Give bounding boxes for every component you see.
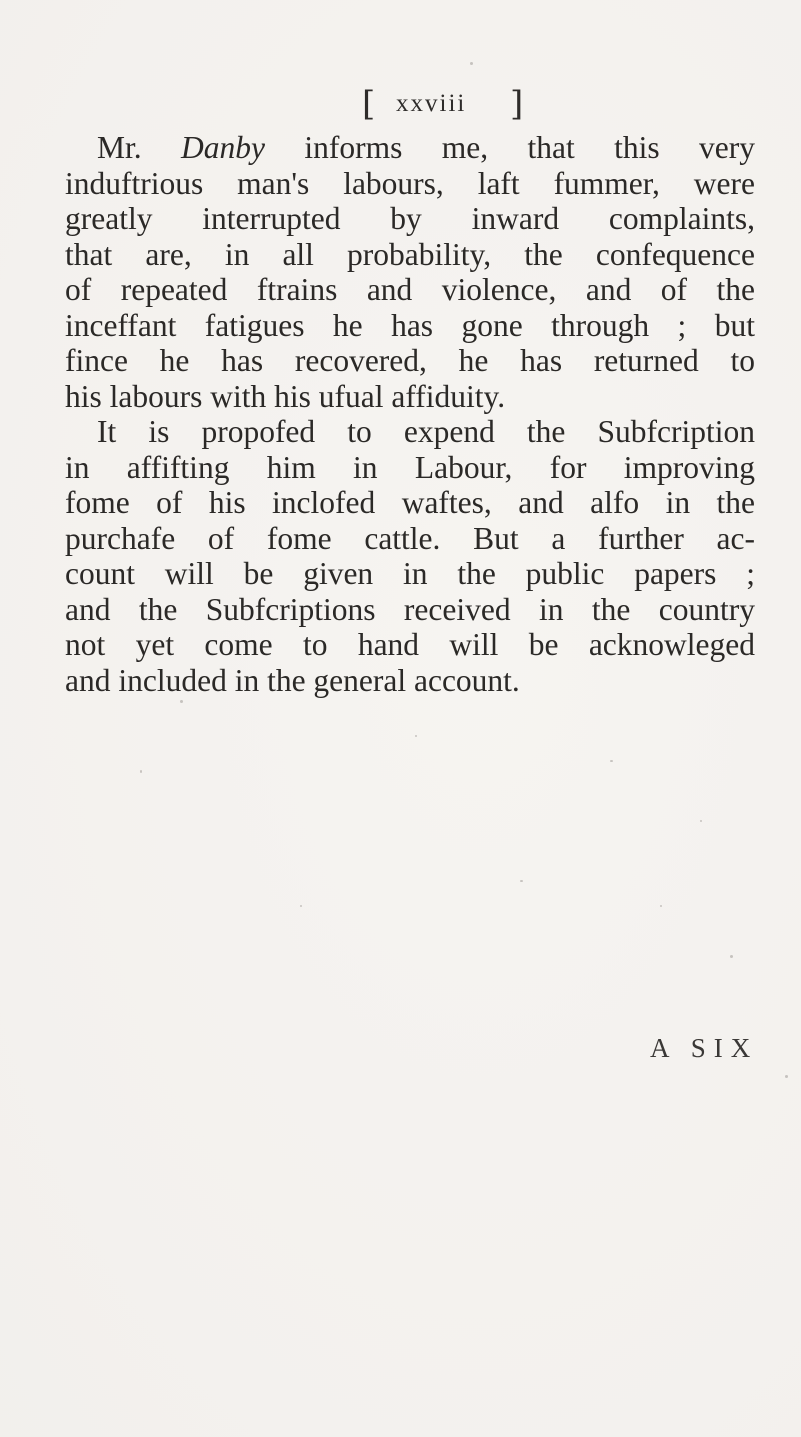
paragraph-1-line: that are, in all probability, the confequence <box>65 236 755 272</box>
paper-speck <box>180 700 183 703</box>
mr-prefix: Mr. <box>97 130 182 165</box>
paragraph-2-line: fome of his inclofed waftes, and alfo in the <box>65 485 755 520</box>
paper-speck <box>785 1075 788 1078</box>
paper-speck <box>730 955 733 958</box>
paper-speck <box>300 905 302 907</box>
paragraph-2-line: and included in the general account. <box>65 662 520 698</box>
paragraph-1-line: greatly interrupted by inward complaints, <box>65 201 755 236</box>
paragraph-2-line: not yet come to hand will be acknowleged <box>65 627 755 662</box>
catchword: A SIX <box>650 1033 759 1063</box>
left-bracket: [ <box>362 84 378 124</box>
body-text <box>65 130 755 698</box>
paragraph-2-line: count will be given in the public papers ; <box>65 556 755 591</box>
person-name: Danby <box>181 130 266 165</box>
page-number: xxviii <box>396 90 467 117</box>
line-1-rest: informs me, that this very <box>265 130 755 165</box>
paragraph-2-line: purchafe of fome cattle. But a further ac- <box>65 520 755 556</box>
paper-speck <box>700 820 702 822</box>
paper-speck <box>470 62 473 65</box>
paper-speck <box>610 760 613 762</box>
paragraph-1-line: fince he has recovered, he has returned to <box>65 343 755 378</box>
paragraph-2-line: It is propofed to expend the Subfcription <box>97 414 755 449</box>
paragraph-1-line: of repeated ftrains and violence, and of the <box>65 272 755 307</box>
paper-speck <box>415 735 417 737</box>
paragraph-2-line: in affifting him in Labour, for improving <box>65 449 755 485</box>
paragraph-1-line-1 <box>65 130 755 166</box>
paragraph-2-line: and the Subfcriptions received in the country <box>65 591 755 627</box>
paragraph-1-line: induftrious man's labours, laft fummer, were <box>65 165 755 201</box>
page-header <box>362 80 526 124</box>
right-bracket: ] <box>510 84 526 124</box>
paper-speck <box>520 880 523 882</box>
paper-speck <box>140 770 142 773</box>
paragraph-1-line: his labours with his ufual affiduity. <box>65 378 506 414</box>
paragraph-1-line: inceffant fatigues he has gone through ; but <box>65 307 755 343</box>
paper-speck <box>660 905 662 907</box>
